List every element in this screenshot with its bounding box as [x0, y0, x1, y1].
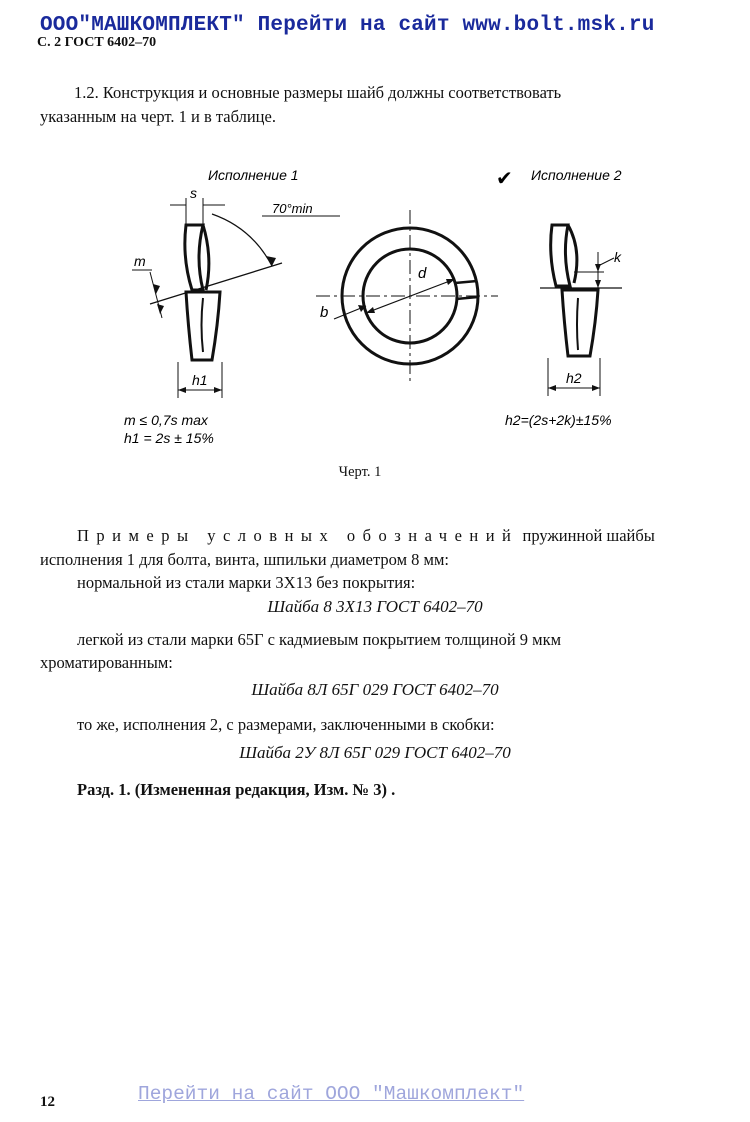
formula-h2: h2=(2s+2k)±15% — [505, 412, 612, 428]
formula-h1: h1 = 2s ± 15% — [124, 430, 214, 446]
label-d: d — [418, 265, 427, 282]
variant2-label: Исполнение 2 — [531, 167, 622, 183]
label-angle: 70°min — [272, 201, 313, 216]
page-header: С. 2 ГОСТ 6402–70 — [37, 35, 157, 50]
formula-m: m ≤ 0,7s max — [124, 412, 208, 428]
examples-line-6: то же, исполнения 2, с размерами, заключенными в скобки: — [77, 715, 495, 734]
designation-1: Шайба 8 3Х13 ГОСТ 6402–70 — [267, 597, 483, 616]
label-m: m — [134, 253, 146, 269]
page-number: 12 — [40, 1094, 55, 1110]
figure-caption: Черт. 1 — [338, 464, 382, 480]
examples-heading-rest: пружинной шайбы — [522, 526, 655, 545]
label-h2: h2 — [566, 370, 582, 386]
label-s: s — [190, 185, 197, 201]
label-h1: h1 — [192, 372, 208, 388]
intro-line-1: 1.2. Конструкция и основные размеры шайб должны соответствовать — [74, 83, 562, 102]
site-banner-link[interactable]: ООО"МАШКОМПЛЕКТ" Перейти на сайт www.bolt.msk.ru — [40, 14, 655, 37]
revision-note: Разд. 1. (Измененная редакция, Изм. № 3) . — [77, 780, 396, 799]
label-b: b — [320, 304, 329, 321]
footer-site-link[interactable]: Перейти на сайт ООО "Машкомплект" — [138, 1083, 525, 1105]
examples-line-5: хроматированным: — [40, 653, 173, 672]
examples-line-3: нормальной из стали марки 3Х13 без покрытия: — [77, 573, 416, 592]
check-mark: ✔ — [496, 168, 513, 190]
washer-drawing — [0, 0, 750, 460]
variant1-label: Исполнение 1 — [208, 167, 299, 183]
intro-line-2: указанным на черт. 1 и в таблице. — [40, 107, 276, 126]
designation-3: Шайба 2У 8Л 65Г 029 ГОСТ 6402–70 — [239, 743, 511, 762]
designation-2: Шайба 8Л 65Г 029 ГОСТ 6402–70 — [251, 680, 499, 699]
examples-heading — [40, 523, 690, 548]
examples-line-4: легкой из стали марки 65Г с кадмиевым покрытием толщиной 9 мкм — [77, 630, 562, 649]
examples-heading-spaced: Примеры условных обозначений — [77, 526, 519, 545]
examples-line-2: исполнения 1 для болта, винта, шпильки диаметром 8 мм: — [40, 550, 449, 569]
label-k: k — [614, 249, 621, 265]
